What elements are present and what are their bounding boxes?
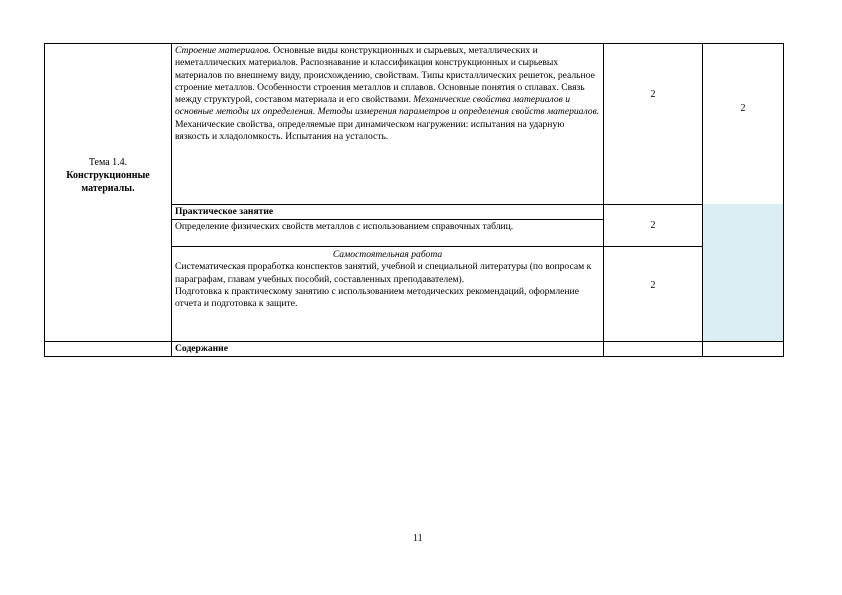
topic-number: Тема 1.4. [88,157,128,168]
subtopic-mechanical: Механические свойства материалов и основные методы их определения. Методы измерения параметров и определения свойств материалов. [175,94,600,118]
content-paragraph: Основные виды конструкционных и сырьевых, металлических и неметаллических материалов. Распознавание и классификация конструкционных и сырьевых материалов по внешнему виду, происхождению, свойствам. Типы кристаллических решеток, реальное строение металлов. Особенности строения металлов и сплавов. Основные понятия о сплавах. Связь между структурой, составом материала и его свойствами. [175,45,595,106]
content-heading: Содержание [175,343,228,354]
row-divider [44,341,784,342]
practice-text: Определение физических свойств металлов с использованием справочных таблиц. [175,221,514,232]
level-value: 2 [740,103,746,114]
table-border-right [783,43,784,357]
row-divider [171,246,703,247]
hours-value: 2 [650,89,656,100]
column-divider [171,43,172,357]
table-border-top [44,43,784,44]
selfwork-hours: 2 [650,280,656,291]
topic-cell [48,156,168,195]
subtopic-structure: Строение материалов. [175,45,271,56]
selfwork-text-2: Подготовка к практическому занятию с использованием методических рекомендаций, оформление отчета и подготовка к защите. [175,285,579,310]
selfwork-text-1: Систематическая проработка конспектов занятий, учебной и специальной литературы (по вопросам к параграфам, главам учебных пособий, составленных преподавателем). [175,261,592,285]
topic-title-line2: материалы. [81,183,135,194]
shaded-level-cell [702,204,783,341]
content-paragraph-2: Механические свойства, определяемые при динамическом нагружении: испытания на ударную вязкость и хладоломкость. Испытания на усталость. [175,118,565,143]
practice-hours: 2 [650,220,656,231]
content-text [175,45,600,143]
table-border-bottom [44,356,784,357]
practice-heading: Практическое занятие [175,206,274,217]
column-divider [702,43,703,357]
selfwork-cell [175,249,600,310]
table-border-left [44,43,45,357]
row-divider [171,204,703,205]
row-divider [171,219,603,220]
topic-title-line1: Конструкционные [66,170,150,181]
selfwork-heading: Самостоятельная работа [332,249,443,260]
page-number: 11 [413,533,423,544]
